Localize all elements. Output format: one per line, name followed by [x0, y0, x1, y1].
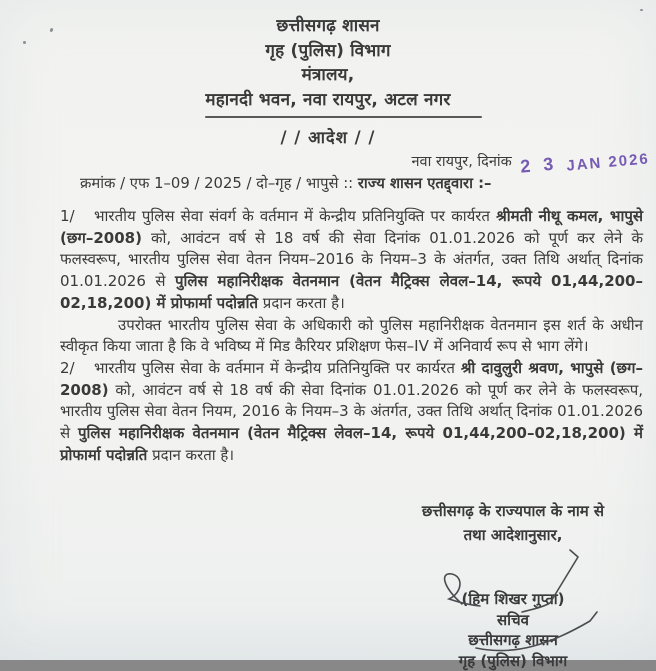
condition-paragraph: उपरोक्त भारतीय पुलिस सेवा के अधिकारी को पुलिस महानिरीक्षक वेतनमान इस शर्त के अधीन स्वीकृत किया जाता है कि वे भविष्य में मिड कैरियर प्रशिक्षण फेस–IV में अनिवार्य रूप से भाग लेंगे।: [60, 315, 643, 358]
signature-block: [388, 589, 638, 671]
scan-speck: [640, 9, 643, 11]
paragraph-1: [60, 206, 643, 315]
promotion-grant-1: पुलिस महानिरीक्षक वेतनमान (वेतन मैट्रिक्स लेवल–14, रूपये 01,44,200–02,18,200) में प्रोफार्मा पदोन्नति: [60, 272, 643, 312]
paragraph-2-text: भारतीय पुलिस सेवा के वर्तमान में केन्द्रीय प्रतिनियुक्ति पर कार्यरत: [94, 359, 461, 377]
department-name: गृह (पुलिस) विभाग: [0, 39, 656, 64]
signatory-dept: गृह (पुलिस) विभाग: [388, 651, 638, 671]
place-date-label: नवा रायपुर, दिनांक: [411, 154, 511, 170]
signoff-line-1: छत्तीसगढ़ के राज्यपाल के नाम से: [380, 500, 646, 524]
signatory-designation: सचिव: [388, 610, 638, 631]
officer-name-2: श्री दावुलुरी श्रवण, भापुसे (छग–2008): [60, 359, 643, 399]
signoff-line-2: तथा आदेशानुसार,: [380, 524, 646, 548]
government-name: छत्तीसगढ़ शासन: [0, 14, 656, 39]
paragraph-1-text: प्रदान करता है।: [258, 294, 345, 312]
signatory-org: छत्तीसगढ़ शासन: [388, 630, 638, 651]
officer-name-1: श्रीमती नीथू कमल, भापुसे (छग–2008): [60, 207, 643, 247]
stamp-month-year: JAN 2026: [566, 150, 651, 174]
letterhead: [0, 14, 656, 112]
paragraph-2-text: को, आवंटन वर्ष से 18 वर्ष की सेवा दिनांक 01.01.2026 को पूर्ण कर लेने के फलस्वरूप, भारतीय पुलिस सेवा वेतन नियम, 2016 के नियम–3 के अंतर्गत, उक्त तिथि अर्थात् दिनांक 01.01.2026 से: [60, 381, 643, 442]
stamp-day: 2 3: [520, 153, 559, 176]
promotion-grant-2: पुलिस महानिरीक्षक वेतनमान (वेतन मैट्रिक्स लेवल–14, रूपये 01,44,200–02,18,200) में प्रोफार्मा पदोन्नति: [60, 424, 643, 464]
reference-number: क्रमांक / एफ 1–09 / 2025 / दो–गृह / भापुसे ::: [80, 175, 358, 192]
paragraph-1-number: 1/: [60, 206, 94, 228]
paragraph-1-text: भारतीय पुलिस सेवा संवर्ग के वर्तमान में केन्द्रीय प्रतिनियुक्ति पर कार्यरत: [94, 207, 496, 225]
office-name: मंत्रालय,: [0, 63, 656, 88]
order-title: / / आदेश / /: [0, 125, 656, 148]
paragraph-1-text: को, आवंटन वर्ष से 18 वर्ष की सेवा दिनांक 01.01.2026 को पूर्ण कर लेने के फलस्वरूप, भारतीय पुलिस सेवा वेतन नियम–2016 के नियम–3 के अंतर्गत, उक्त तिथि अर्थात् दिनांक 01.01.2026 से: [60, 229, 643, 290]
paragraph-2-number: 2/: [60, 358, 94, 380]
order-body: [60, 206, 643, 466]
signatory-name: (हिम शिखर गुप्ता): [388, 589, 638, 610]
signoff-block: [380, 500, 646, 547]
reference-line: [80, 173, 650, 193]
office-address: महानदी भवन, नवा रायपुर, अटल नगर: [0, 88, 656, 113]
header-divider: [205, 116, 482, 118]
issuer-phrase: राज्य शासन एतद्द्वारा :–: [358, 175, 492, 192]
paragraph-2-text: प्रदान करता है।: [147, 446, 234, 464]
place-date-line: [0, 150, 652, 171]
paragraph-2: [60, 358, 643, 467]
